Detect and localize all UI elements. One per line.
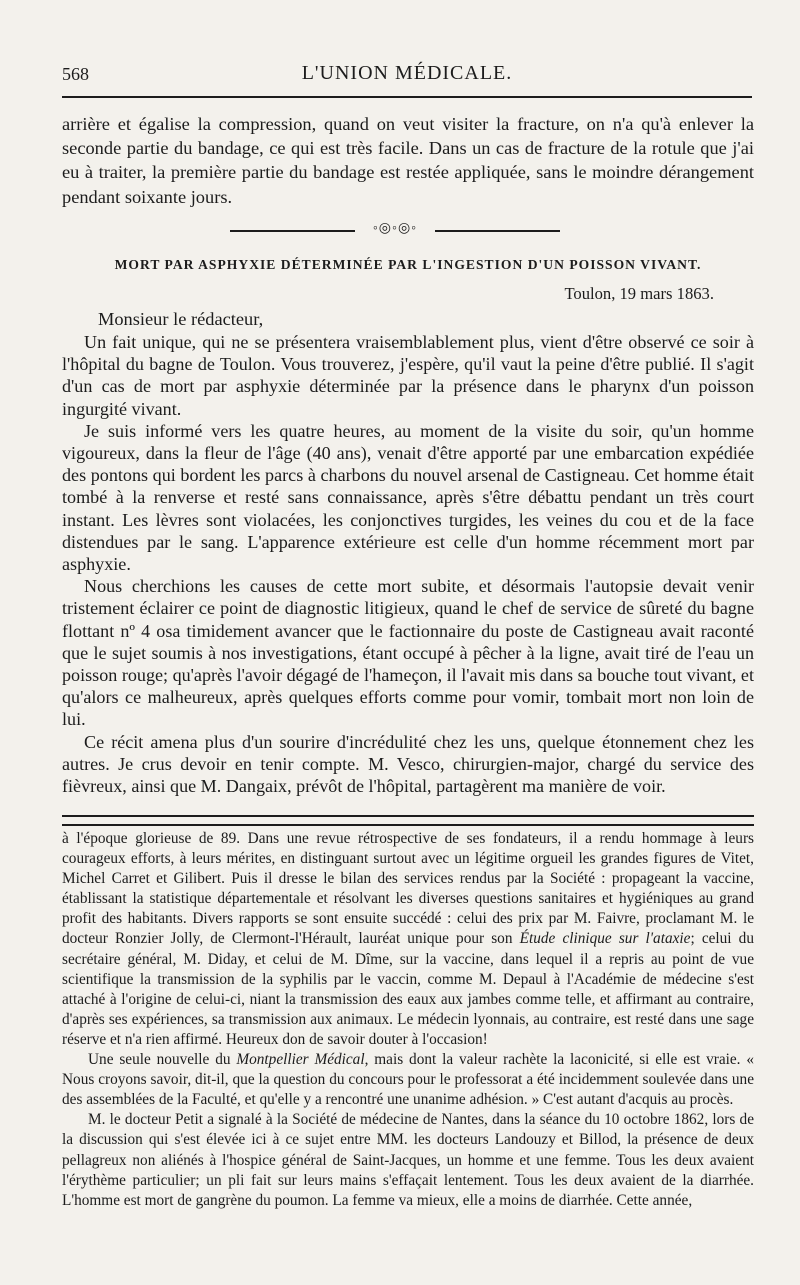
paragraph: Nous cherchions les causes de cette mort subite, et désormais l'autopsie devait venir tristement éclairer ce point de diagnostic litigieux, quand le chef de service de sûreté du bagne flottant nº 4 osa timidement avancer que le factionnaire du poste de Castigneau avait raconté que le sujet soumis à nos investigations, étant occupé à pêcher à la ligne, avait tiré de l'eau un poisson rouge; qu'après l'avoir dégagé de l'hameçon, il l'avait mis dans sa bouche tout vivant, et qu'alors ce malheureux, après quelques efforts comme pour vomir, tombait mort non loin de lui. — [62, 576, 754, 730]
continued-paragraph — [62, 112, 754, 209]
page-header — [62, 62, 752, 92]
page-number: 568 — [62, 64, 89, 84]
paragraph: Un fait unique, qui ne se présentera vraisemblablement plus, vient d'être observé ce soir à l'hôpital du bagne de Toulon. Vous trouverez, j'espère, qu'il vaut la peine d'être publié. Il s'agit d'un cas de mort par asphyxie déterminée par la présence dans le pharynx d'un poisson ingurgité vivant. — [62, 332, 754, 419]
paragraph: à l'époque glorieuse de 89. Dans une revue rétrospective de ses fondateurs, il a rendu hommage à leurs courageux efforts, à leurs mérites, en distinguant surtout avec un légitime orgueil les grandes figures de Vitet, Michel Carret et Gilibert. Puis il dresse le bilan des services rendus par la Société : propageant la vaccine, établissant la statistique départementale et résolvant les diverses questions sanitaires et hygiéniques au grand profit des habitants. Divers rapports se sont ensuite succédé : celui des prix par M. Faivre, proclamant M. le docteur Ronzier Jolly, de Clermont-l'Hérault, lauréat unique pour son Étude clinique sur l'ataxie; celui du secrétaire général, M. Diday, et celui de M. Dîme, sur la vaccine, dans lequel il a repris au point de vue scientifique la transmission de la syphilis par le vaccin, comme M. Depaul à l'Académie de médecine s'est attaché à l'origine de celui-ci, niant la transmission des eaux aux jambes comme telle, et affirmant au contraire, d'après ses expériences, sa transmission aux animaux. Le médecin lyonnais, au contraire, est resté dans une sage réserve et n'a rien affirmé. Heureux don de savoir douter à l'occasion! — [62, 830, 754, 1048]
section-ornament — [230, 221, 560, 238]
header-rule — [62, 96, 752, 98]
feuilleton-section — [62, 829, 754, 1211]
paragraph: Je suis informé vers les quatre heures, au moment de la visite du soir, qu'un homme vigoureux, dans la fleur de l'âge (40 ans), venait d'être apporté par une embarcation expédiée des pontons qui bordent les parcs à charbons du nouvel arsenal de Castigneau. Cet homme était tombé à la renverse et resté sans connaissance, après s'être débattu pendant un très court instant. Les lèvres sont violacées, les conjonctives turgides, les veines du cou et de la face distendues par le sang. L'apparence extérieure est celle d'un homme récemment mort par asphyxie. — [62, 420, 754, 575]
paragraph: Une seule nouvelle du Montpellier Médical, mais dont la valeur rachète la laconicité, si elle est vraie. « Nous croyons savoir, dit-il, que la question du concours pour le professorat a été incidemment soulevée dans une des assemblées de la Faculté, et qu'elle y a rencontré une unanime adhésion. » C'est autant d'acquis au procès. — [62, 1051, 754, 1109]
paragraph: M. le docteur Petit a signalé à la Société de médecine de Nantes, dans la séance du 10 octobre 1862, lors de la discussion qui s'est élevée ici à ce sujet entre MM. les docteurs Landouzy et Billod, la présence de deux pellagreux non aliénés à l'hospice général de Saint-Jacques, un homme et une femme. Tous les deux avaient l'érythème particulier; un pli fait sur leurs mains s'effaçait lentement. Tous les deux avaient de la diarrhée. L'homme est mort de gangrène du poumon. La femme va mieux, elle a moins de diarrhée. Cette année, — [62, 1111, 754, 1209]
feuilleton-separator — [62, 815, 754, 826]
paragraph: arrière et égalise la compression, quand on veut visiter la fracture, on n'a qu'à enlever la seconde partie du bandage, ce qui est très facile. Dans un cas de fracture de la rotule que j'ai eu à traiter, la première partie du bandage est restée appliquée, sans le moindre dérangement pendant soixante jours. — [62, 114, 754, 207]
letter-body — [62, 331, 754, 797]
dateline: Toulon, 19 mars 1863. — [564, 284, 714, 303]
ornament-glyphs: ◦◎◦◎◦ — [372, 221, 418, 236]
running-title: L'UNION MÉDICALE. — [301, 62, 513, 84]
article-title: MORT PAR ASPHYXIE DÉTERMINÉE PAR L'INGESTION D'UN POISSON VIVANT. — [114, 257, 702, 272]
paragraph: Ce récit amena plus d'un sourire d'incrédulité chez les uns, quelque étonnement chez les autres. Je crus devoir en tenir compte. M. Vesco, chirurgien-major, chargé du service des fièvreux, ainsi que M. Dangaix, prévôt de l'hôpital, partagèrent ma manière de voir. — [62, 731, 754, 797]
salutation: Monsieur le rédacteur, — [98, 309, 264, 329]
